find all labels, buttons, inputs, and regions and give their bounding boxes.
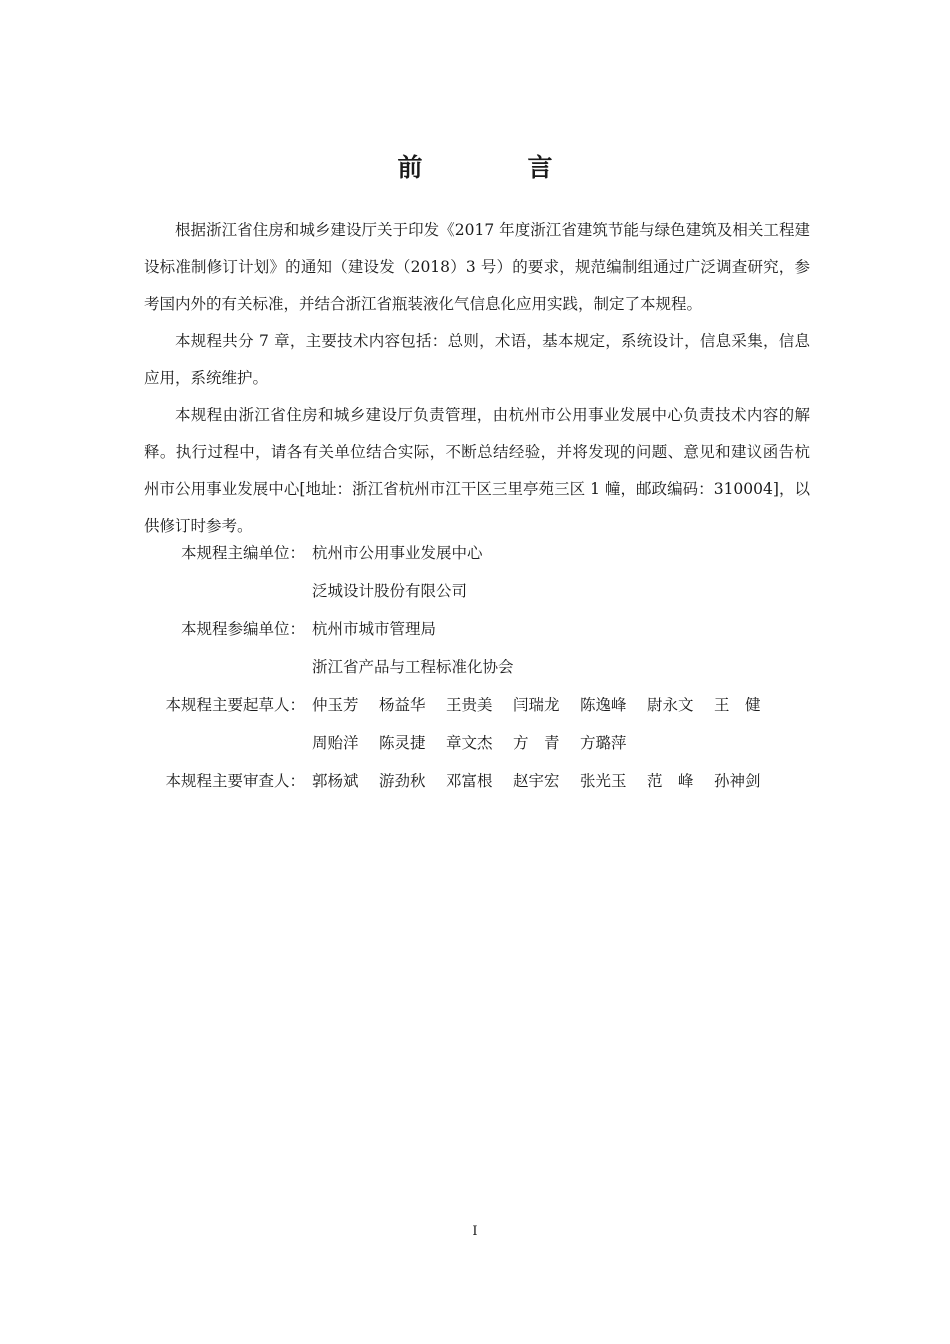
reviewer-name: 孙神剑 — [714, 772, 761, 790]
drafter-name: 陈灵捷 — [379, 734, 426, 752]
paragraph-2: 本规程共分 7 章，主要技术内容包括：总则，术语，基本规定，系统设计，信息采集，信息应用，系统维护。 — [144, 332, 810, 387]
reviewer-name: 范 峰 — [647, 772, 694, 790]
page-number: I — [472, 1224, 478, 1239]
page-title: 前 言 — [397, 153, 593, 182]
drafter-name: 王 健 — [714, 696, 761, 714]
drafters-label: 本规程主要起草人： — [165, 696, 305, 714]
reviewer-name: 游劲秋 — [379, 772, 426, 790]
reviewer-name: 邓富根 — [446, 772, 493, 790]
drafter-name: 周贻洋 — [312, 734, 359, 752]
reviewer-name: 张光玉 — [580, 772, 627, 790]
drafter-name: 章文杰 — [446, 734, 493, 752]
chief-unit-2: 泛城设计股份有限公司 — [312, 582, 468, 600]
drafter-name: 王贵美 — [446, 696, 493, 714]
paragraph-1: 根据浙江省住房和城乡建设厅关于印发《2017 年度浙江省建筑节能与绿色建筑及相关工程建设标准制修订计划》的通知（建设发（2018）3 号）的要求，规范编制组通过广泛调查研究，参考国内外的有关标准，并结合浙江省瓶装液化气信息化应用实践，制定了本规程。 — [144, 221, 810, 313]
preface-body — [144, 212, 810, 545]
drafter-name: 尉永文 — [647, 696, 694, 714]
drafter-name: 仲玉芳 — [312, 696, 359, 714]
drafter-name: 杨益华 — [379, 696, 426, 714]
drafter-name: 陈逸峰 — [580, 696, 627, 714]
participating-unit-2: 浙江省产品与工程标准化协会 — [312, 658, 514, 676]
participating-unit-1: 杭州市城市管理局 — [312, 620, 437, 638]
drafter-name: 方 青 — [513, 734, 560, 752]
chief-unit-1: 杭州市公用事业发展中心 — [312, 544, 483, 562]
chief-units-label: 本规程主编单位： — [180, 544, 305, 562]
drafter-name: 闫瑞龙 — [513, 696, 560, 714]
participating-units-label: 本规程参编单位： — [180, 620, 305, 638]
reviewer-name: 郭杨斌 — [312, 772, 359, 790]
reviewer-name: 赵宇宏 — [513, 772, 560, 790]
reviewers-label: 本规程主要审查人： — [165, 772, 305, 790]
drafter-name: 方璐萍 — [580, 734, 627, 752]
paragraph-3: 本规程由浙江省住房和城乡建设厅负责管理，由杭州市公用事业发展中心负责技术内容的解释。执行过程中，请各有关单位结合实际，不断总结经验，并将发现的问题、意见和建议函告杭州市公用事业发展中心[地址：浙江省杭州市江干区三里亭苑三区 1 幢，邮政编码：310004]，以供修订时参考。 — [144, 406, 810, 535]
